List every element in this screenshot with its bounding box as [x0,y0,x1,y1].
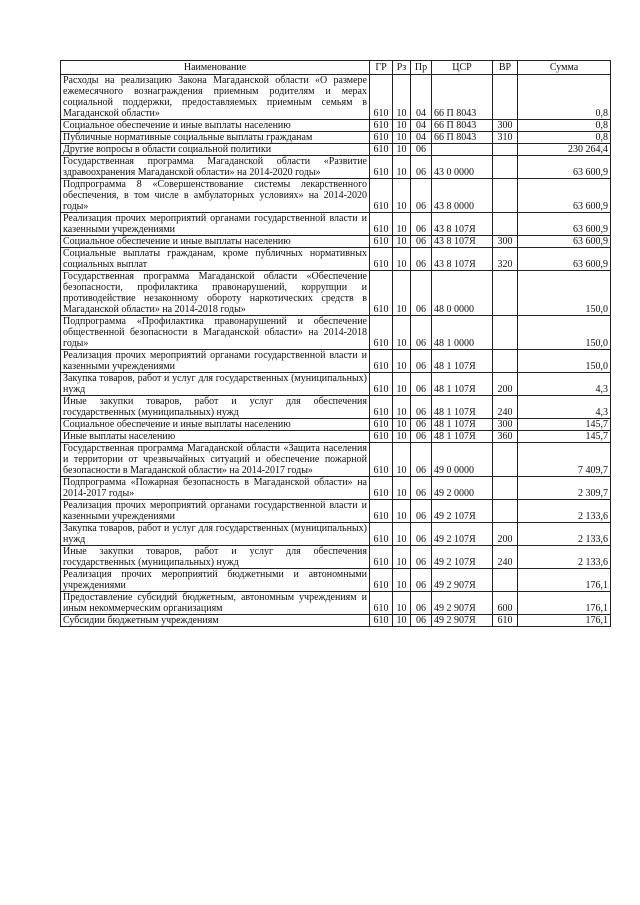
table-row [61,523,611,546]
cell-pr: 06 [411,236,432,248]
cell-pr: 06 [411,419,432,431]
cell-rz: 10 [393,213,411,236]
cell-gr: 610 [370,615,393,627]
cell-pr: 06 [411,350,432,373]
cell-csr: 66 П 8043 [432,75,493,120]
cell-sum: 0,8 [518,132,611,144]
table-row [61,477,611,500]
table-row [61,546,611,569]
cell-pr: 06 [411,396,432,419]
cell-name: Иные закупки товаров, работ и услуг для обеспечения государственных (муниципальных) нужд [61,546,370,569]
cell-name: Социальное обеспечение и иные выплаты населению [61,419,370,431]
cell-csr: 48 1 107Я [432,373,493,396]
cell-sum: 63 600,9 [518,213,611,236]
cell-gr: 610 [370,144,393,156]
cell-sum: 150,0 [518,316,611,350]
cell-gr: 610 [370,132,393,144]
cell-name: Социальное обеспечение и иные выплаты населению [61,120,370,132]
cell-rz: 10 [393,546,411,569]
cell-sum: 0,8 [518,120,611,132]
cell-vr [493,156,518,179]
table-row [61,350,611,373]
cell-name: Реализация прочих мероприятий органами государственной власти и казенными учреждениями [61,213,370,236]
cell-gr: 610 [370,179,393,213]
cell-vr [493,350,518,373]
cell-gr: 610 [370,592,393,615]
table-row [61,396,611,419]
cell-sum: 4,3 [518,373,611,396]
cell-vr: 300 [493,236,518,248]
cell-csr: 49 2 907Я [432,569,493,592]
cell-pr: 06 [411,477,432,500]
cell-sum: 63 600,9 [518,179,611,213]
cell-rz: 10 [393,236,411,248]
cell-pr: 06 [411,615,432,627]
table-row [61,236,611,248]
cell-vr: 600 [493,592,518,615]
table-row [61,248,611,271]
cell-pr: 06 [411,592,432,615]
cell-name: Расходы на реализацию Закона Магаданской области «О размере ежемесячного вознаграждения приемным родителям и мерах социальной поддержки, предоставляемых приемным семьям в Магаданской области» [61,75,370,120]
cell-rz: 10 [393,132,411,144]
cell-name: Предоставление субсидий бюджетным, автономным учреждениям и иным некоммерческим организациям [61,592,370,615]
cell-sum: 63 600,9 [518,248,611,271]
header-csr: ЦСР [432,61,493,75]
cell-csr: 49 2 907Я [432,592,493,615]
cell-vr: 240 [493,396,518,419]
budget-table [60,60,611,627]
cell-rz: 10 [393,569,411,592]
document-page [60,60,610,627]
table-row [61,373,611,396]
cell-csr: 48 1 0000 [432,316,493,350]
cell-rz: 10 [393,443,411,477]
table-row [61,500,611,523]
table-row [61,156,611,179]
cell-csr: 49 2 107Я [432,546,493,569]
cell-sum: 4,3 [518,396,611,419]
cell-name: Реализация прочих мероприятий органами государственной власти и казенными учреждениями [61,500,370,523]
cell-name: Реализация прочих мероприятий органами государственной власти и казенными учреждениями [61,350,370,373]
cell-csr: 48 1 107Я [432,350,493,373]
table-body [61,75,611,627]
cell-pr: 06 [411,248,432,271]
cell-gr: 610 [370,156,393,179]
cell-pr: 04 [411,120,432,132]
cell-name: Государственная программа Магаданской области «Защита населения и территории от чрезвычайных ситуаций и обеспечение пожарной безопасности в Магаданской области» на 2014-2017 годы» [61,443,370,477]
cell-rz: 10 [393,271,411,316]
cell-name: Государственная программа Магаданской области «Развитие здравоохранения Магаданской области» на 2014-2020 годы» [61,156,370,179]
cell-sum: 2 133,6 [518,546,611,569]
cell-gr: 610 [370,248,393,271]
cell-gr: 610 [370,271,393,316]
table-row [61,431,611,443]
cell-gr: 610 [370,213,393,236]
cell-pr: 06 [411,316,432,350]
cell-sum: 176,1 [518,615,611,627]
cell-sum: 150,0 [518,271,611,316]
cell-rz: 10 [393,419,411,431]
cell-vr: 320 [493,248,518,271]
cell-name: Другие вопросы в области социальной политики [61,144,370,156]
cell-rz: 10 [393,75,411,120]
cell-pr: 06 [411,523,432,546]
cell-gr: 610 [370,523,393,546]
cell-rz: 10 [393,144,411,156]
cell-rz: 10 [393,373,411,396]
table-row [61,120,611,132]
cell-sum: 145,7 [518,419,611,431]
table-header-row [61,61,611,75]
cell-gr: 610 [370,316,393,350]
cell-csr [432,144,493,156]
cell-gr: 610 [370,443,393,477]
cell-pr: 04 [411,75,432,120]
cell-csr: 43 8 107Я [432,248,493,271]
cell-csr: 43 8 0000 [432,179,493,213]
cell-sum: 176,1 [518,592,611,615]
cell-pr: 06 [411,179,432,213]
cell-gr: 610 [370,373,393,396]
cell-gr: 610 [370,120,393,132]
cell-vr [493,179,518,213]
cell-csr: 49 2 107Я [432,523,493,546]
cell-vr [493,213,518,236]
header-gr: ГР [370,61,393,75]
cell-vr: 200 [493,373,518,396]
cell-name: Реализация прочих мероприятий бюджетными и автономными учреждениями [61,569,370,592]
cell-csr: 48 1 107Я [432,419,493,431]
cell-name: Подпрограмма 8 «Совершенствование системы лекарственного обеспечения, в том числе в амбулаторных условиях» на 2014-2020 годы» [61,179,370,213]
cell-rz: 10 [393,120,411,132]
header-sum: Сумма [518,61,611,75]
cell-name: Закупка товаров, работ и услуг для государственных (муниципальных) нужд [61,523,370,546]
cell-vr: 610 [493,615,518,627]
cell-rz: 10 [393,523,411,546]
cell-gr: 610 [370,396,393,419]
cell-pr: 06 [411,431,432,443]
cell-csr: 49 2 107Я [432,500,493,523]
cell-csr: 48 0 0000 [432,271,493,316]
cell-pr: 06 [411,156,432,179]
cell-pr: 06 [411,144,432,156]
cell-gr: 610 [370,431,393,443]
cell-sum: 150,0 [518,350,611,373]
cell-sum: 230 264,4 [518,144,611,156]
cell-csr: 49 2 0000 [432,477,493,500]
cell-name: Подпрограмма «Профилактика правонарушений и обеспечение общественной безопасности в Магаданской области» на 2014-2018 годы» [61,316,370,350]
table-row [61,316,611,350]
cell-sum: 2 133,6 [518,500,611,523]
cell-sum: 145,7 [518,431,611,443]
cell-gr: 610 [370,569,393,592]
cell-sum: 63 600,9 [518,156,611,179]
cell-csr: 66 П 8043 [432,120,493,132]
cell-csr: 66 П 8043 [432,132,493,144]
cell-name: Социальные выплаты гражданам, кроме публичных нормативных социальных выплат [61,248,370,271]
cell-vr: 240 [493,546,518,569]
cell-vr: 200 [493,523,518,546]
cell-rz: 10 [393,350,411,373]
cell-vr [493,477,518,500]
table-row [61,569,611,592]
cell-vr [493,569,518,592]
cell-vr: 300 [493,419,518,431]
table-row [61,271,611,316]
cell-sum: 63 600,9 [518,236,611,248]
cell-csr: 49 2 907Я [432,615,493,627]
table-row [61,144,611,156]
cell-pr: 06 [411,213,432,236]
cell-csr: 43 8 107Я [432,236,493,248]
cell-pr: 06 [411,443,432,477]
cell-name: Иные закупки товаров, работ и услуг для обеспечения государственных (муниципальных) нужд [61,396,370,419]
cell-gr: 610 [370,546,393,569]
cell-rz: 10 [393,431,411,443]
cell-vr [493,500,518,523]
cell-vr: 300 [493,120,518,132]
cell-rz: 10 [393,477,411,500]
cell-pr: 04 [411,132,432,144]
table-row [61,213,611,236]
cell-csr: 48 1 107Я [432,431,493,443]
cell-csr: 48 1 107Я [432,396,493,419]
table-row [61,592,611,615]
table-row [61,75,611,120]
cell-gr: 610 [370,419,393,431]
cell-vr [493,271,518,316]
cell-pr: 06 [411,546,432,569]
cell-rz: 10 [393,156,411,179]
cell-vr [493,144,518,156]
cell-sum: 2 309,7 [518,477,611,500]
cell-rz: 10 [393,316,411,350]
cell-gr: 610 [370,236,393,248]
cell-rz: 10 [393,500,411,523]
cell-rz: 10 [393,179,411,213]
table-row [61,443,611,477]
cell-vr [493,75,518,120]
cell-pr: 06 [411,569,432,592]
table-row [61,419,611,431]
cell-name: Субсидии бюджетным учреждениям [61,615,370,627]
cell-gr: 610 [370,500,393,523]
cell-rz: 10 [393,592,411,615]
header-rz: Рз [393,61,411,75]
cell-name: Социальное обеспечение и иные выплаты населению [61,236,370,248]
cell-sum: 176,1 [518,569,611,592]
cell-name: Государственная программа Магаданской области «Обеспечение безопасности, профилактика правонарушений, коррупции и противодействие незаконному обороту наркотических средств в Магаданской области» на 2014-2018 годы» [61,271,370,316]
cell-vr [493,443,518,477]
cell-gr: 610 [370,75,393,120]
cell-name: Публичные нормативные социальные выплаты гражданам [61,132,370,144]
table-row [61,132,611,144]
header-pr: Пр [411,61,432,75]
cell-sum: 0,8 [518,75,611,120]
cell-vr: 360 [493,431,518,443]
cell-pr: 06 [411,271,432,316]
cell-rz: 10 [393,396,411,419]
cell-name: Закупка товаров, работ и услуг для государственных (муниципальных) нужд [61,373,370,396]
header-vr: ВР [493,61,518,75]
cell-pr: 06 [411,373,432,396]
cell-name: Подпрограмма «Пожарная безопасность в Магаданской области» на 2014-2017 годы» [61,477,370,500]
cell-sum: 7 409,7 [518,443,611,477]
cell-gr: 610 [370,477,393,500]
cell-csr: 49 0 0000 [432,443,493,477]
table-row [61,179,611,213]
cell-sum: 2 133,6 [518,523,611,546]
cell-vr [493,316,518,350]
cell-rz: 10 [393,615,411,627]
header-name: Наименование [61,61,370,75]
cell-name: Иные выплаты населению [61,431,370,443]
cell-vr: 310 [493,132,518,144]
cell-csr: 43 0 0000 [432,156,493,179]
cell-rz: 10 [393,248,411,271]
cell-pr: 06 [411,500,432,523]
cell-gr: 610 [370,350,393,373]
cell-csr: 43 8 107Я [432,213,493,236]
table-row [61,615,611,627]
